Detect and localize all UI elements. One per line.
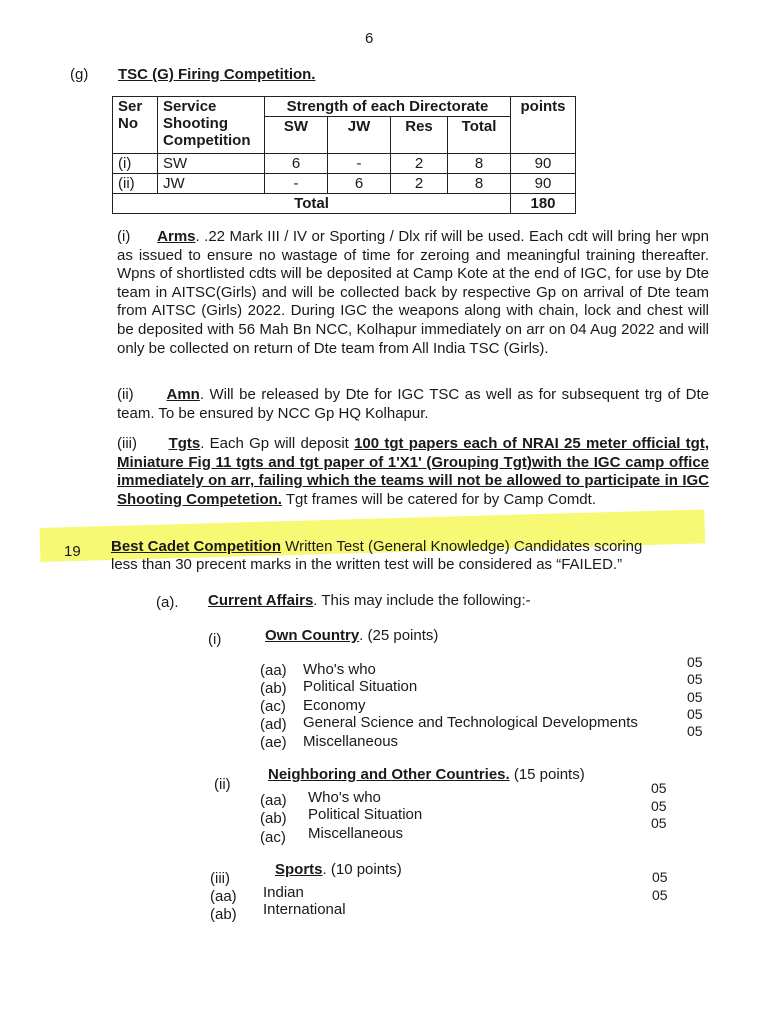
arms-label: (i) [117, 228, 131, 245]
current-affairs-label: (a). [156, 594, 179, 611]
table-total-row [113, 194, 576, 214]
list-item-points: 05 [687, 671, 703, 687]
list-item-text: Economy [303, 697, 366, 714]
tgts-bold-text: 100 tgt papers each of NRAI 25 meter official tgt, Miniature Fig 11 tgts and tgt paper of 1'X1' (Grouping Tgt)with the IGC camp office immediately on arr, failing which the teams will not be allowed to participate in IGC Shooting Competetion. [117, 435, 709, 508]
list-item-code: (ab) [260, 810, 287, 827]
arms-paragraph [117, 228, 709, 358]
cell-res: 2 [391, 154, 448, 174]
firing-competition-table [112, 96, 576, 214]
cell-points: 90 [511, 174, 576, 194]
cell-sw: - [265, 174, 328, 194]
list-item-code: (aa) [260, 662, 287, 679]
tgts-label: (iii) [117, 435, 137, 452]
list-item-text: General Science and Technological Developments [303, 714, 638, 731]
list-item-code: (ad) [260, 716, 287, 733]
section-g-label: (g) [70, 66, 89, 83]
current-affairs-line [208, 592, 531, 609]
section-19-text: Written Test (General Knowledge) Candidates scoring [281, 538, 643, 555]
sports-line [275, 861, 402, 878]
amn-paragraph [117, 386, 709, 423]
cell-res: 2 [391, 174, 448, 194]
table-header-row [113, 97, 576, 117]
header-strength: Strength of each Directorate [265, 97, 511, 117]
list-item-text: Who's who [308, 789, 381, 806]
tgts-heading: Tgts [168, 435, 201, 452]
neighboring-points: (15 points) [509, 766, 585, 783]
cell-service: JW [158, 174, 265, 194]
table-row [113, 174, 576, 194]
neighboring-label: (ii) [214, 776, 231, 793]
list-item-text: Indian [263, 884, 304, 901]
cell-points: 90 [511, 154, 576, 174]
sports-label: (iii) [210, 870, 230, 887]
list-item-points: 05 [687, 723, 703, 739]
list-item-code: (aa) [210, 888, 237, 905]
list-item-points: 05 [652, 869, 668, 885]
arms-heading: Arms [157, 228, 196, 245]
tgts-text-b: Tgt frames will be catered for by Camp Comdt. [281, 490, 596, 508]
own-country-heading: Own Country [265, 627, 360, 644]
section-19-number: 19 [64, 543, 81, 560]
cell-jw: 6 [328, 174, 391, 194]
list-item-code: (ab) [210, 906, 237, 923]
sports-points: . (10 points) [322, 861, 402, 878]
own-country-line [265, 627, 438, 644]
list-item-text: Political Situation [303, 678, 418, 695]
table-row [113, 154, 576, 174]
header-total: Total [448, 117, 511, 154]
list-item-text: Miscellaneous [308, 825, 404, 842]
list-item-points: 05 [687, 689, 703, 705]
page-number: 6 [365, 30, 374, 47]
total-points: 180 [511, 194, 576, 214]
cell-jw: - [328, 154, 391, 174]
current-affairs-text: . This may include the following:- [313, 592, 531, 609]
list-item-points: 05 [687, 706, 703, 722]
current-affairs-heading: Current Affairs [208, 592, 314, 609]
header-service: Service Shooting Competition [158, 97, 265, 154]
list-item-points: 05 [651, 798, 667, 814]
section-19-line1 [111, 538, 642, 555]
cell-total: 8 [448, 154, 511, 174]
list-item-points: 05 [687, 654, 703, 670]
section-19-line2: less than 30 precent marks in the written test will be considered as “FAILED.” [111, 556, 623, 573]
list-item-code: (ac) [260, 829, 286, 846]
cell-ser: (i) [113, 154, 158, 174]
list-item-text: Who's who [303, 661, 376, 678]
amn-label: (ii) [117, 386, 134, 403]
header-res: Res [391, 117, 448, 154]
amn-heading: Amn [166, 386, 200, 403]
header-sw: SW [265, 117, 328, 154]
neighboring-line [268, 766, 585, 783]
amn-text: . Will be released by Dte for IGC TSC as well as for subsequent trg of Dte team. To be ensured by NCC Gp HQ Kolhapur. [117, 386, 709, 422]
list-item-code: (ab) [260, 680, 287, 697]
header-points: points [511, 97, 576, 154]
cell-ser: (ii) [113, 174, 158, 194]
list-item-points: 05 [651, 815, 667, 831]
list-item-points: 05 [651, 780, 667, 796]
list-item-code: (ac) [260, 698, 286, 715]
cell-sw: 6 [265, 154, 328, 174]
header-jw: JW [328, 117, 391, 154]
tgts-paragraph [117, 435, 709, 509]
total-label: Total [113, 194, 511, 214]
cell-total: 8 [448, 174, 511, 194]
list-item-code: (aa) [260, 792, 287, 809]
own-country-label: (i) [208, 631, 222, 648]
section-g-title: TSC (G) Firing Competition. [118, 66, 316, 83]
list-item-text: Miscellaneous [303, 733, 399, 750]
header-ser-no: Ser No [113, 97, 158, 154]
section-19-heading: Best Cadet Competition [111, 538, 282, 555]
list-item-text: International [263, 901, 346, 918]
arms-text: . .22 Mark III / IV or Sporting / Dlx rif will be used. Each cdt will bring her wpn as issued to ensure no wastage of time for zeroing and meaningful training thereafter. Wpns of shortlisted cdts will be deposited at Camp Kote at the end of IGC, for use by Dte team in AITSC(Girls) and will be collected back by respective Gp on arrival of Dte team from AITSC (Girls) 2022. During IGC the weapons along with chain, lock and chest will be deposited with 56 Mah Bn NCC, Kolhapur immediately on arr on 04 Aug 2022 and will only be collected on return of Dte team from All India TSC (Girls). [117, 228, 709, 357]
own-country-points: . (25 points) [359, 627, 439, 644]
tgts-text-a: . Each Gp will deposit [200, 435, 355, 452]
list-item-points: 05 [652, 887, 668, 903]
cell-service: SW [158, 154, 265, 174]
sports-heading: Sports [275, 861, 323, 878]
list-item-text: Political Situation [308, 806, 423, 823]
list-item-code: (ae) [260, 734, 287, 751]
neighboring-heading: Neighboring and Other Countries. [268, 766, 510, 783]
